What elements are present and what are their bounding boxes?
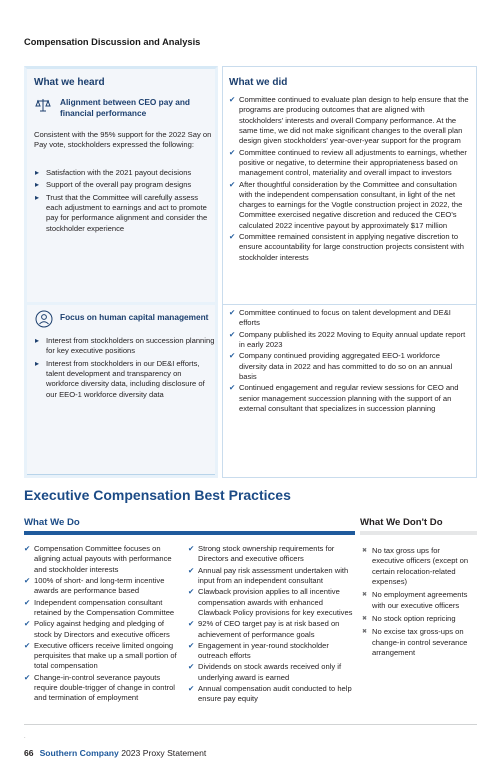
list-item: ✔ Company continued providing aggregated EEO-1 workforce diversity data in 2022 and has committed to do so on an annual basis (229, 351, 469, 382)
what-we-do-bar (24, 531, 355, 535)
list-item: ✔ Committee continued to evaluate plan design to help ensure that the programs are producing outcomes that are aligned with stockholders' interests and overall Company performance. At the same time, we did not make significant changes to the overall plan design given stockholders' year-over-year support for the program (229, 95, 469, 147)
people-icon (35, 310, 53, 328)
list-item: ✔ Policy against hedging and pledging of stock by Directors and executive officers (24, 619, 179, 640)
footer-document: 2023 Proxy Statement (121, 748, 207, 758)
page-footer (24, 748, 206, 760)
list-item: ✔ Continued engagement and regular review sessions for CEO and senior management succession planning with the support of an external consultant that specializes in succession planning (229, 383, 469, 414)
section-header: Compensation Discussion and Analysis (24, 37, 201, 47)
list-item: ✖ No stock option repricing (362, 614, 474, 624)
list-item: ✔ After thoughtful consideration by the Committee and consultation with the independent compensation consultant, in light of the net charges to earnings for the Vogtle construction project in 2022, the Committee exercised negative discretion and reduced the CEO's calculated 2022 incentive payout by approximately $17 million (229, 180, 469, 232)
list-item: ✔ Independent compensation consultant retained by the Compensation Committee (24, 598, 179, 619)
list-item: ▸ Support of the overall pay program designs (34, 180, 216, 190)
list-item: ▸ Trust that the Committee will carefully assess each adjustment to earnings and act to promote pay for performance alignment and consider the stockholder experience (34, 193, 216, 234)
what-we-did-title: What we did (229, 77, 288, 88)
list-item: ▸ Interest from stockholders in our DE&I efforts, talent development and transparency on workforce diversity data, including disclosure of our EEO-1 workforce diversity data (34, 359, 216, 400)
page-number: 66 (24, 748, 34, 758)
best-practices-bottom-rule (24, 724, 477, 725)
what-we-do-title: What We Do (24, 517, 80, 528)
list-item: ✔ Company published its 2022 Moving to Equity annual update report in early 2023 (229, 330, 469, 351)
list-item: ✔ Annual pay risk assessment undertaken with input from an independent consultant (188, 566, 354, 587)
did-list-2 (229, 308, 469, 415)
list-item: ✔ Compensation Committee focuses on aligning actual payouts with performance and stockholder interests (24, 544, 179, 575)
we-dont-list (362, 546, 474, 661)
footer-company: Southern Company (39, 748, 119, 758)
list-item: ✔ Strong stock ownership requirements for Directors and executive officers (188, 544, 354, 565)
list-item: ▸ Satisfaction with the 2021 payout decisions (34, 168, 216, 178)
list-item: ✔ Dividends on stock awards received only if underlying award is earned (188, 662, 354, 683)
list-item: ✔ Annual compensation audit conducted to help ensure pay equity (188, 684, 354, 705)
heard-subtitle-1: Alignment between CEO pay and financial performance (60, 97, 191, 118)
what-we-heard-title: What we heard (34, 77, 105, 88)
best-practices-title: Executive Compensation Best Practices (24, 487, 291, 503)
list-item: ✔ Clawback provision applies to all incentive compensation awards with enhanced Clawback Policy provisions for key executives (188, 587, 354, 618)
scales-icon (35, 97, 51, 113)
heard-intro-paragraph: Consistent with the 95% support for the 2022 Say on Pay vote, stockholders expressed the following: (34, 130, 212, 150)
what-we-dont-do-title: What We Don't Do (360, 517, 443, 528)
list-item: ✔ Executive officers receive limited ongoing perquisites that make up a small portion of total compensation (24, 641, 179, 672)
we-do-list-left (24, 544, 179, 705)
what-we-heard-panel (24, 66, 218, 478)
did-list-1 (229, 95, 469, 264)
dot-mark: · (24, 735, 26, 741)
list-item: ✖ No tax gross ups for executive officers (except on certain relocation-related expenses) (362, 546, 474, 587)
heard-list-2 (34, 336, 216, 402)
list-item: ✔ 100% of short- and long-term incentive awards are performance based (24, 576, 179, 597)
list-item: ✔ Engagement in year-round stockholder outreach efforts (188, 641, 354, 662)
list-item: ✖ No employment agreements with our executive officers (362, 590, 474, 611)
did-divider (222, 304, 477, 305)
what-we-dont-do-bar (360, 531, 477, 535)
list-item: ✔ Committee continued to review all adjustments to earnings, whether positive or negative, to determine their appropriateness based on management control, materiality and overall impact to investors (229, 148, 469, 179)
heard-subtitle-2: Focus on human capital management (60, 312, 209, 322)
list-item: ✔ Change-in-control severance payouts require double-trigger of change in control and termination of employment (24, 673, 179, 704)
list-item: ✔ Committee continued to focus on talent development and DE&I efforts (229, 308, 469, 329)
list-item: ✔ Committee remained consistent in applying negative discretion to ensure accountability for large construction projects consistent with stockholder interests (229, 232, 469, 263)
we-do-list-right (188, 544, 354, 706)
list-item: ✔ 92% of CEO target pay is at risk based on achievement of performance goals (188, 619, 354, 640)
heard-list-1 (34, 168, 216, 236)
list-item: ✖ No excise tax gross-ups on change-in control severance arrangement (362, 627, 474, 658)
list-item: ▸ Interest from stockholders on succession planning for key executive positions (34, 336, 216, 357)
heard-divider (24, 302, 218, 305)
